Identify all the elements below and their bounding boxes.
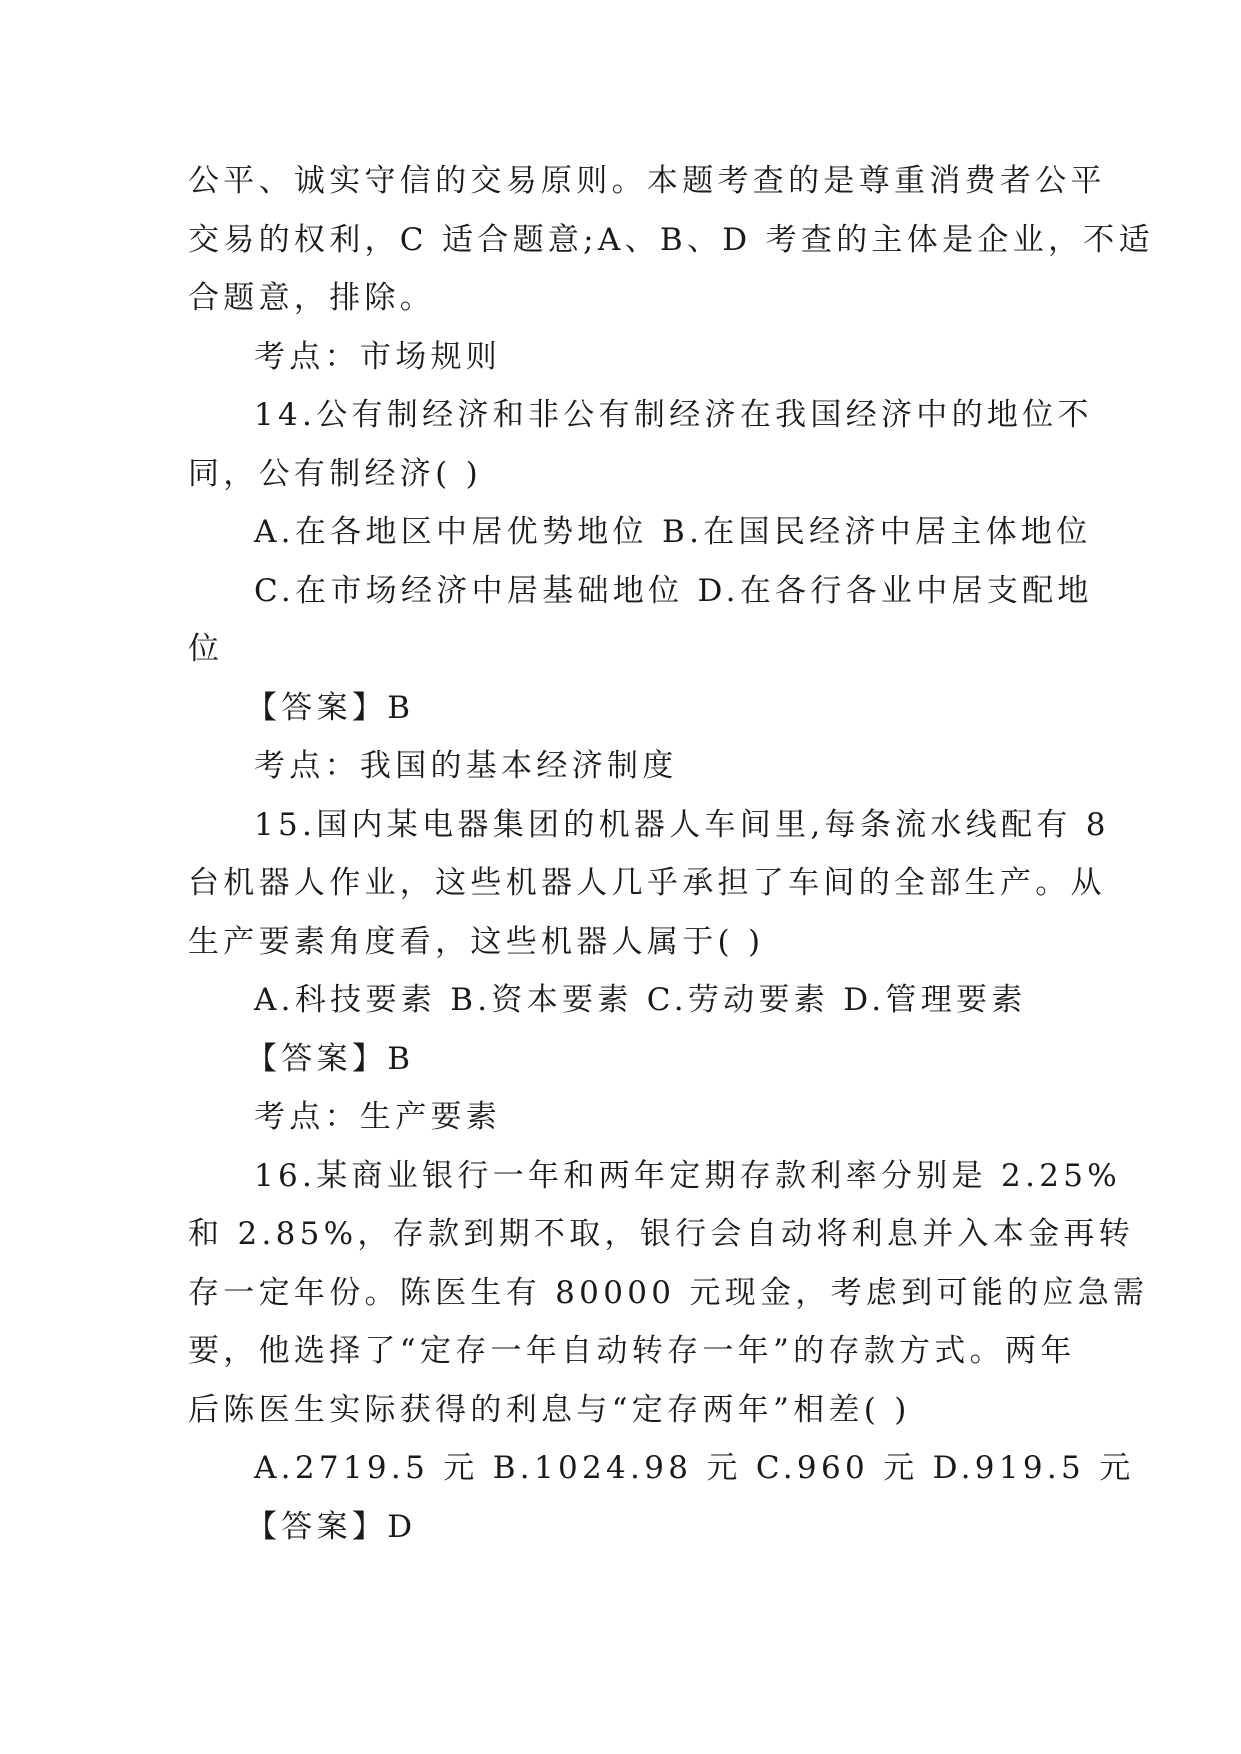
answer-line: 【答案】D [246, 1508, 417, 1545]
text-line: 要，他选择了“定存一年自动转存一年”的存款方式。两年 [188, 1333, 1076, 1369]
text-line: 考点：我国的基本经济制度 [254, 748, 678, 784]
text-line: 考点：市场规则 [254, 338, 502, 375]
text-line: 交易的权利，C 适合题意;A、B、D 考查的主体是企业，不适 [188, 221, 1154, 258]
document-body [188, 152, 1154, 1556]
text-line: 台机器人作业，这些机器人几乎承担了车间的全部生产。从 [188, 865, 1106, 901]
text-line: A.在各地区中居优势地位 B.在国民经济中居主体地位 [254, 514, 1092, 550]
text-line: 生产要素角度看，这些机器人属于( ) [188, 923, 765, 960]
text-line: 考点：生产要素 [254, 1099, 502, 1135]
text-line: 同，公有制经济( ) [188, 455, 483, 492]
text-line: 位 [188, 631, 224, 667]
text-line: 合题意，排除。 [188, 280, 436, 316]
text-line: 15.国内某电器集团的机器人车间里,每条流水线配有 8 [254, 806, 1110, 843]
text-line: 后陈医生实际获得的利息与“定存两年”相差( ) [188, 1391, 911, 1428]
text-line: A.2719.5 元 B.1024.98 元 C.960 元 D.919.5 元 [254, 1450, 1135, 1486]
answer-line: 【答案】B [246, 689, 415, 726]
text-line: 和 2.85%，存款到期不取，银行会自动将利息并入本金再转 [188, 1216, 1135, 1252]
text-line: 公平、诚实守信的交易原则。本题考查的是尊重消费者公平 [188, 163, 1106, 199]
text-line: A.科技要素 B.资本要素 C.劳动要素 D.管理要素 [254, 982, 1027, 1018]
answer-line: 【答案】B [246, 1040, 415, 1077]
text-line: 16.某商业银行一年和两年定期存款利率分别是 2.25% [254, 1157, 1122, 1194]
text-line: 存一定年份。陈医生有 80000 元现金，考虑到可能的应急需 [188, 1274, 1149, 1311]
text-line: C.在市场经济中居基础地位 D.在各行各业中居支配地 [254, 572, 1093, 609]
text-line: 14.公有制经济和非公有制经济在我国经济中的地位不 [254, 397, 1093, 433]
